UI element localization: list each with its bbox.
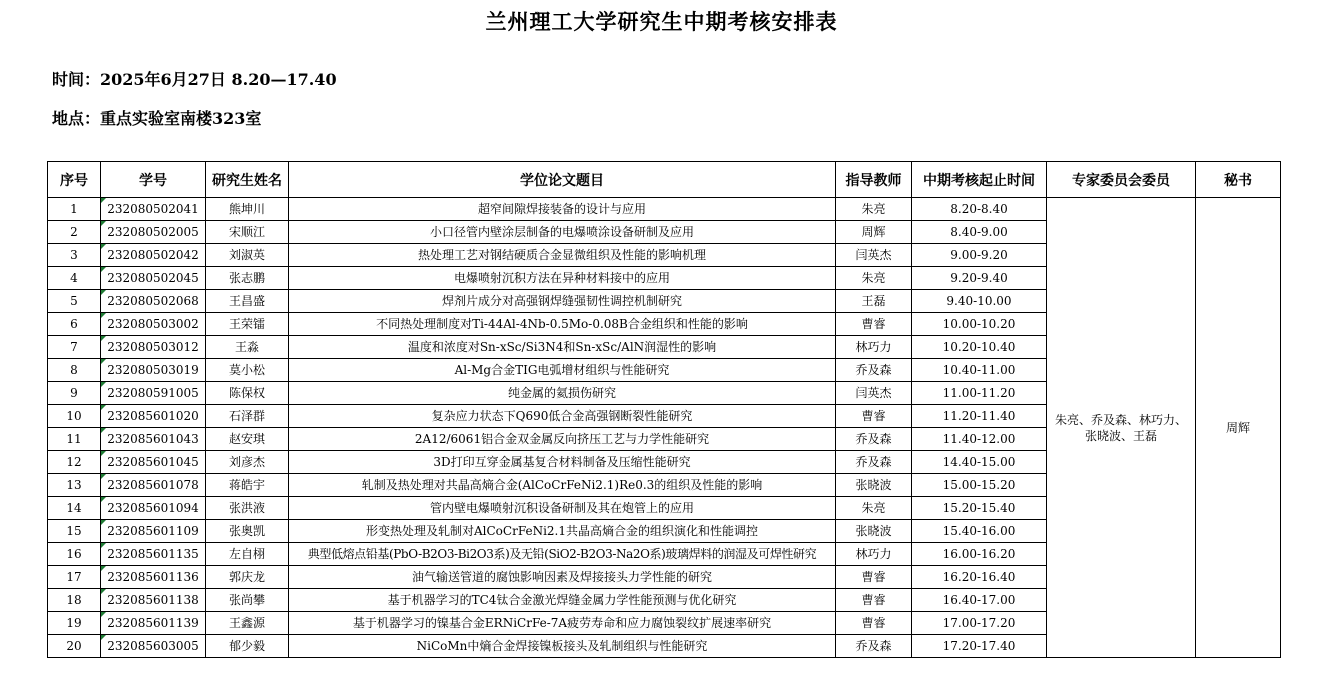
row-no: 15 — [48, 520, 101, 543]
row-time-slot: 16.20-16.40 — [912, 566, 1047, 589]
row-student-id: 232080503002 — [101, 313, 206, 336]
row-student-name: 莫小松 — [206, 359, 289, 382]
row-student-id: 232085601139 — [101, 612, 206, 635]
row-student-name: 郭庆龙 — [206, 566, 289, 589]
row-time-slot: 17.00-17.20 — [912, 612, 1047, 635]
row-student-id: 232080502068 — [101, 290, 206, 313]
row-student-name: 张洪液 — [206, 497, 289, 520]
row-time-slot: 9.20-9.40 — [912, 267, 1047, 290]
row-student-name: 刘彦杰 — [206, 451, 289, 474]
row-time-slot: 9.00-9.20 — [912, 244, 1047, 267]
row-thesis-topic: 基于机器学习的镍基合金ERNiCrFe-7A疲劳寿命和应力腐蚀裂纹扩展速率研究 — [289, 612, 836, 635]
row-thesis-topic: 焊剂片成分对高强钢焊缝强韧性调控机制研究 — [289, 290, 836, 313]
row-student-name: 熊坤川 — [206, 198, 289, 221]
row-student-id: 232085603005 — [101, 635, 206, 658]
row-advisor: 乔及森 — [836, 451, 912, 474]
secretary-name: 周辉 — [1196, 198, 1281, 658]
row-student-id: 232085601020 — [101, 405, 206, 428]
row-no: 20 — [48, 635, 101, 658]
row-thesis-topic: 小口径管内壁涂层制备的电爆喷涂设备研制及应用 — [289, 221, 836, 244]
row-time-slot: 15.20-15.40 — [912, 497, 1047, 520]
row-student-name: 张志鹏 — [206, 267, 289, 290]
committee-members: 朱亮、乔及森、林巧力、张晓波、王磊 — [1047, 198, 1196, 658]
row-thesis-topic: Al-Mg合金TIG电弧增材组织与性能研究 — [289, 359, 836, 382]
row-student-name: 刘淑英 — [206, 244, 289, 267]
row-thesis-topic: 复杂应力状态下Q690低合金高强钢断裂性能研究 — [289, 405, 836, 428]
row-student-id: 232080502005 — [101, 221, 206, 244]
row-advisor: 朱亮 — [836, 198, 912, 221]
row-time-slot: 16.40-17.00 — [912, 589, 1047, 612]
row-student-id: 232080503019 — [101, 359, 206, 382]
row-thesis-topic: 典型低熔点铅基(PbO-B2O3-Bi2O3系)及无铅(SiO2-B2O3-Na2O系)玻璃焊料的润湿及可焊性研究 — [289, 543, 836, 566]
row-student-id: 232080502041 — [101, 198, 206, 221]
table-header-row — [48, 162, 1281, 198]
table-row — [48, 198, 1281, 221]
row-time-slot: 11.20-11.40 — [912, 405, 1047, 428]
row-no: 19 — [48, 612, 101, 635]
row-time-slot: 10.00-10.20 — [912, 313, 1047, 336]
row-advisor: 闫英杰 — [836, 244, 912, 267]
row-student-id: 232085601135 — [101, 543, 206, 566]
row-thesis-topic: NiCoMn中熵合金焊接镍板接头及轧制组织与性能研究 — [289, 635, 836, 658]
row-time-slot: 11.40-12.00 — [912, 428, 1047, 451]
row-time-slot: 15.40-16.00 — [912, 520, 1047, 543]
row-no: 14 — [48, 497, 101, 520]
row-advisor: 王磊 — [836, 290, 912, 313]
header-advisor: 指导教师 — [836, 162, 912, 198]
row-no: 13 — [48, 474, 101, 497]
header-secretary: 秘书 — [1196, 162, 1281, 198]
row-advisor: 周辉 — [836, 221, 912, 244]
row-advisor: 曹睿 — [836, 405, 912, 428]
row-no: 5 — [48, 290, 101, 313]
row-student-name: 蒋皓宇 — [206, 474, 289, 497]
row-advisor: 朱亮 — [836, 267, 912, 290]
row-no: 16 — [48, 543, 101, 566]
row-thesis-topic: 管内壁电爆喷射沉积设备研制及其在炮管上的应用 — [289, 497, 836, 520]
row-student-name: 郁少毅 — [206, 635, 289, 658]
row-student-name: 张尚攀 — [206, 589, 289, 612]
row-student-id: 232080503012 — [101, 336, 206, 359]
row-student-id: 232085601094 — [101, 497, 206, 520]
header-student-name: 研究生姓名 — [206, 162, 289, 198]
row-advisor: 乔及森 — [836, 359, 912, 382]
row-thesis-topic: 2A12/6061铝合金双金属反向挤压工艺与力学性能研究 — [289, 428, 836, 451]
row-student-name: 王淼 — [206, 336, 289, 359]
exam-time: 时间：2025年6月27日 8.20—17.40 — [52, 70, 337, 89]
row-no: 8 — [48, 359, 101, 382]
row-advisor: 曹睿 — [836, 313, 912, 336]
row-student-name: 王荣镭 — [206, 313, 289, 336]
row-no: 1 — [48, 198, 101, 221]
row-thesis-topic: 电爆喷射沉积方法在异种材料接中的应用 — [289, 267, 836, 290]
row-advisor: 曹睿 — [836, 612, 912, 635]
schedule-table — [47, 161, 1281, 658]
row-no: 10 — [48, 405, 101, 428]
row-student-name: 左自栩 — [206, 543, 289, 566]
row-no: 2 — [48, 221, 101, 244]
row-student-name: 陈保权 — [206, 382, 289, 405]
row-time-slot: 10.20-10.40 — [912, 336, 1047, 359]
row-advisor: 张晓波 — [836, 474, 912, 497]
header-committee: 专家委员会委员 — [1047, 162, 1196, 198]
row-student-name: 赵安琪 — [206, 428, 289, 451]
row-thesis-topic: 3D打印互穿金属基复合材料制备及压缩性能研究 — [289, 451, 836, 474]
row-advisor: 林巧力 — [836, 543, 912, 566]
row-time-slot: 15.00-15.20 — [912, 474, 1047, 497]
header-no: 序号 — [48, 162, 101, 198]
row-time-slot: 10.40-11.00 — [912, 359, 1047, 382]
row-thesis-topic: 温度和浓度对Sn-xSc/Si3N4和Sn-xSc/AlN润湿性的影响 — [289, 336, 836, 359]
row-advisor: 曹睿 — [836, 589, 912, 612]
row-thesis-topic: 轧制及热处理对共晶高熵合金(AlCoCrFeNi2.1)Re0.3的组织及性能的影响 — [289, 474, 836, 497]
row-thesis-topic: 热处理工艺对钢结硬质合金显微组织及性能的影响机理 — [289, 244, 836, 267]
row-student-id: 232085601043 — [101, 428, 206, 451]
row-thesis-topic: 纯金属的氦损伤研究 — [289, 382, 836, 405]
row-thesis-topic: 油气输送管道的腐蚀影响因素及焊接接头力学性能的研究 — [289, 566, 836, 589]
row-no: 12 — [48, 451, 101, 474]
table-body — [48, 198, 1281, 658]
row-time-slot: 8.20-8.40 — [912, 198, 1047, 221]
row-time-slot: 8.40-9.00 — [912, 221, 1047, 244]
row-advisor: 曹睿 — [836, 566, 912, 589]
row-no: 3 — [48, 244, 101, 267]
row-student-id: 232080502045 — [101, 267, 206, 290]
row-no: 11 — [48, 428, 101, 451]
row-student-id: 232085601078 — [101, 474, 206, 497]
row-no: 4 — [48, 267, 101, 290]
row-student-id: 232080502042 — [101, 244, 206, 267]
row-time-slot: 14.40-15.00 — [912, 451, 1047, 474]
row-thesis-topic: 超窄间隙焊接装备的设计与应用 — [289, 198, 836, 221]
row-no: 18 — [48, 589, 101, 612]
header-time-slot: 中期考核起止时间 — [912, 162, 1047, 198]
row-time-slot: 9.40-10.00 — [912, 290, 1047, 313]
row-thesis-topic: 形变热处理及轧制对AlCoCrFeNi2.1共晶高熵合金的组织演化和性能调控 — [289, 520, 836, 543]
row-advisor: 朱亮 — [836, 497, 912, 520]
row-time-slot: 16.00-16.20 — [912, 543, 1047, 566]
row-no: 7 — [48, 336, 101, 359]
row-student-id: 232085601136 — [101, 566, 206, 589]
row-advisor: 乔及森 — [836, 428, 912, 451]
row-student-id: 232085601109 — [101, 520, 206, 543]
exam-location: 地点：重点实验室南楼323室 — [52, 109, 262, 128]
row-no: 6 — [48, 313, 101, 336]
row-student-id: 232085601138 — [101, 589, 206, 612]
row-thesis-topic: 基于机器学习的TC4钛合金激光焊缝金属力学性能预测与优化研究 — [289, 589, 836, 612]
row-no: 9 — [48, 382, 101, 405]
row-student-id: 232085601045 — [101, 451, 206, 474]
row-advisor: 闫英杰 — [836, 382, 912, 405]
row-student-name: 宋顺江 — [206, 221, 289, 244]
row-advisor: 林巧力 — [836, 336, 912, 359]
row-student-name: 王昌盛 — [206, 290, 289, 313]
page-title: 兰州理工大学研究生中期考核安排表 — [485, 9, 838, 34]
header-thesis-topic: 学位论文题目 — [289, 162, 836, 198]
row-time-slot: 17.20-17.40 — [912, 635, 1047, 658]
row-student-name: 石泽群 — [206, 405, 289, 428]
header-student-id: 学号 — [101, 162, 206, 198]
row-time-slot: 11.00-11.20 — [912, 382, 1047, 405]
row-thesis-topic: 不同热处理制度对Ti-44Al-4Nb-0.5Mo-0.08B合金组织和性能的影响 — [289, 313, 836, 336]
row-no: 17 — [48, 566, 101, 589]
row-student-id: 232080591005 — [101, 382, 206, 405]
row-student-name: 王鑫源 — [206, 612, 289, 635]
row-student-name: 张奥凯 — [206, 520, 289, 543]
row-advisor: 张晓波 — [836, 520, 912, 543]
row-advisor: 乔及森 — [836, 635, 912, 658]
